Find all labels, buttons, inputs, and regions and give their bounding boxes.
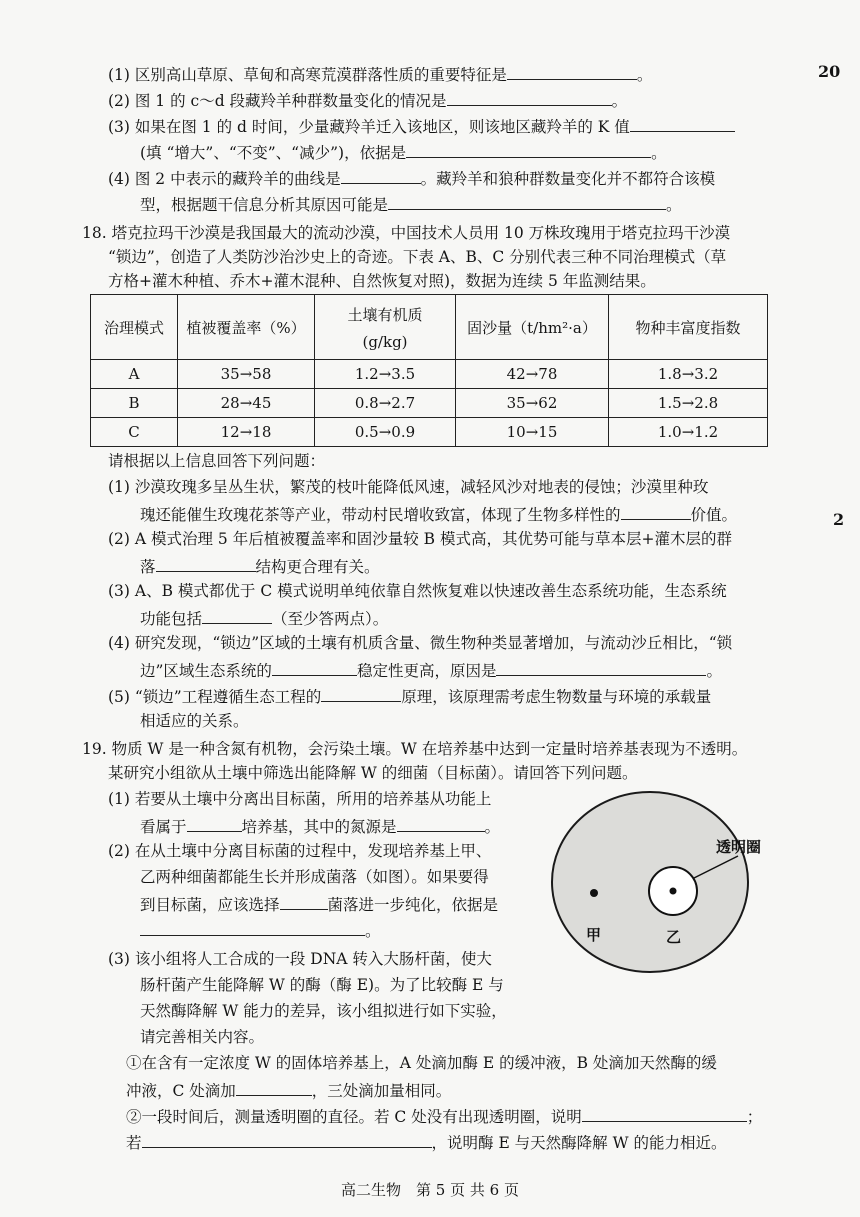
answer-blank[interactable]: [236, 1078, 312, 1096]
q17-part1-text: (1) 区别高山草原、草甸和高寒荒漠群落性质的重要特征是: [108, 66, 507, 84]
q19-sub3-step2-line2: [126, 1130, 726, 1154]
table-cell: 1.8→3.2: [609, 360, 768, 389]
col-header-mode: 治理模式: [91, 295, 178, 360]
colony-b: [670, 888, 677, 895]
q18-sub1-text: 瑰还能催生玫瑰花茶等产业，带动村民增收致富，体现了生物多样性的: [140, 506, 621, 524]
answer-blank[interactable]: [621, 502, 691, 520]
margin-page-mark-top: 20: [818, 62, 841, 81]
answer-blank[interactable]: [321, 684, 401, 702]
table-cell: 35→62: [456, 389, 609, 418]
q17-part3-text: (3) 如果在图 1 的 d 时间，少量藏羚羊迁入该地区，则该地区藏羚羊的 K 值: [108, 118, 630, 136]
q17-part3-text2: (填 “增大”、“不变”、“减少”)，依据是: [140, 144, 407, 162]
q17-part4-end: 。: [666, 196, 682, 214]
q19-sub3-step1-line1: ①在含有一定浓度 W 的固体培养基上，A 处滴加酶 E 的缓冲液，B 处滴加天然酶的缓: [126, 1054, 717, 1072]
q18-prompt: 请根据以上信息回答下列问题：: [108, 452, 326, 470]
q17-part3-line1: [108, 114, 735, 138]
answer-blank[interactable]: [272, 658, 357, 676]
q18-sub3-end: （至少答两点）。: [272, 610, 389, 628]
q19-sub2-line1: (2) 在从土壤中分离目标菌的过程中，发现培养基上甲、: [108, 842, 492, 860]
answer-blank[interactable]: [156, 554, 256, 572]
page-footer: 高二生物 第 5 页 共 6 页: [341, 1181, 519, 1199]
q19-sub2-line3: [140, 892, 498, 916]
q18-sub4-text: 边”区域生态系统的: [140, 662, 272, 680]
margin-page-mark-mid: 2: [833, 510, 845, 529]
q18-sub5-line2: 相适应的关系。: [140, 712, 249, 730]
q18-sub3-text: 功能包括: [140, 610, 203, 628]
q19-sub2-end: 。: [365, 922, 381, 940]
q18-sub4-line2: [140, 658, 722, 682]
q19-sub3-step2-end: ；: [746, 1108, 763, 1126]
q17-part2: [108, 88, 627, 112]
q17-part3-end: 。: [651, 144, 667, 162]
q19-intro-line1: 19. 物质 W 是一种含氮有机物，会污染土壤。W 在培养基中达到一定量时培养基表现为不透明。: [82, 740, 748, 758]
col-header-coverage: 植被覆盖率（%）: [178, 295, 315, 360]
table-row: [91, 360, 768, 389]
table-cell: 0.5→0.9: [315, 418, 456, 447]
q18-sub1-end: 价值。: [690, 506, 738, 524]
table-cell: 1.5→2.8: [609, 389, 768, 418]
answer-blank[interactable]: [202, 606, 272, 624]
q19-sub3-step2-line1: [126, 1104, 762, 1128]
q19-sub3-line1: (3) 该小组将人工合成的一段 DNA 转入大肠杆菌，使大: [108, 950, 492, 968]
q19-sub2-rest: 菌落进一步纯化，依据是: [327, 896, 499, 914]
q19-sub1-line1: (1) 若要从土壤中分离出目标菌，所用的培养基从功能上: [108, 790, 492, 808]
table-cell: 42→78: [456, 360, 609, 389]
answer-blank[interactable]: [630, 114, 735, 132]
answer-blank[interactable]: [406, 140, 651, 158]
q19-sub2-text: 到目标菌，应该选择: [140, 896, 280, 914]
q18-sub2-end: 结构更合理有关。: [255, 558, 380, 576]
table-cell: C: [91, 418, 178, 447]
governance-data-table: [90, 294, 768, 447]
q19-sub3-step1-end: ，三处滴加量相同。: [311, 1082, 452, 1100]
q19-sub1-text: 看属于: [140, 818, 187, 836]
q18-sub3-line1: (3) A、B 模式都优于 C 模式说明单纯依靠自然恢复难以快速改善生态系统功能，生态系统: [108, 582, 727, 600]
table-cell: 28→45: [178, 389, 315, 418]
q17-part4-text2: 型，根据题干信息分析其原因可能是: [140, 196, 389, 214]
q19-sub2-line2: 乙两种细菌都能生长并形成菌落（如图）。如果要得: [140, 868, 489, 886]
q18-intro-line2: “锁边”，创造了人类防沙治沙史上的奇迹。下表 A、B、C 分别代表三种不同治理模式（草: [108, 248, 727, 266]
table-cell: 1.2→3.5: [315, 360, 456, 389]
col-header-sand-fixation: 固沙量（t/hm²·a）: [456, 295, 609, 360]
answer-blank[interactable]: [397, 814, 485, 832]
q17-part1-end: 。: [636, 66, 653, 84]
answer-blank[interactable]: [280, 892, 328, 910]
answer-blank[interactable]: [582, 1104, 747, 1122]
q18-sub1-line1: (1) 沙漠玫瑰多呈丛生状，繁茂的枝叶能降低风速，减轻风沙对地表的侵蚀；沙漠里种玫: [108, 478, 709, 496]
q17-part4-line2: [140, 192, 682, 216]
colony-a-label: 甲: [586, 926, 602, 944]
table-row: [91, 389, 768, 418]
table-header-row: [91, 295, 768, 360]
q17-part4-rest: 。藏羚羊和狼种群数量变化并不都符合该模: [420, 170, 716, 188]
q19-sub2-line4: [140, 918, 381, 942]
q18-intro-line1: 18. 塔克拉玛干沙漠是我国最大的流动沙漠，中国技术人员用 10 万株玫瑰用于塔克拉玛干沙漠: [82, 224, 731, 242]
col-header-organic-matter: [315, 295, 456, 360]
q18-sub5-line1: [108, 684, 711, 708]
petri-dish-figure: [548, 786, 780, 976]
answer-blank[interactable]: [341, 166, 421, 184]
q17-part4-line1: [108, 166, 715, 190]
table-cell: B: [91, 389, 178, 418]
answer-blank[interactable]: [507, 62, 637, 80]
answer-blank[interactable]: [388, 192, 666, 210]
q17-part3-line2: [140, 140, 667, 164]
clear-zone-label: 透明圈: [716, 838, 762, 856]
q18-sub5-rest: 原理，该原理需考虑生物数量与环境的承载量: [401, 688, 712, 706]
q17-part1: [108, 62, 652, 86]
q18-sub1-line2: [140, 502, 737, 526]
colony-a: [590, 889, 598, 897]
q17-part2-text: (2) 图 1 的 c～d 段藏羚羊种群数量变化的情况是: [108, 92, 447, 110]
table-cell: 10→15: [456, 418, 609, 447]
q19-sub3-step1-line2: [126, 1078, 451, 1102]
colony-b-label: 乙: [666, 928, 682, 946]
col-header-organic-matter-title: 土壤有机质: [347, 305, 423, 324]
col-header-species-richness: 物种丰富度指数: [609, 295, 768, 360]
answer-blank[interactable]: [142, 1130, 432, 1148]
table-row: [91, 418, 768, 447]
q19-sub3-step1-text: 冲液，C 处滴加: [126, 1082, 236, 1100]
table-cell: 0.8→2.7: [315, 389, 456, 418]
q19-sub3-step2-if: 若: [126, 1134, 142, 1152]
q18-sub3-line2: [140, 606, 388, 630]
table-cell: 1.0→1.2: [609, 418, 768, 447]
q19-sub3-step2-text: ②一段时间后，测量透明圈的直径。若 C 处没有出现透明圈，说明: [126, 1108, 582, 1126]
q19-sub1-mid: 培养基，其中的氮源是: [241, 818, 397, 836]
q18-sub2-line2: [140, 554, 380, 578]
q18-sub5-text: (5) “锁边”工程遵循生态工程的: [108, 688, 322, 706]
q19-sub3-line3: 天然酶降解 W 能力的差异，该小组拟进行如下实验，: [140, 1002, 507, 1020]
q19-sub1-end: 。: [484, 818, 501, 836]
q19-sub3-line2: 肠杆菌产生能降解 W 的酶（酶 E)。为了比较酶 E 与: [140, 976, 504, 994]
answer-blank[interactable]: [496, 658, 706, 676]
answer-blank[interactable]: [187, 814, 242, 832]
q18-sub2-line1: (2) A 模式治理 5 年后植被覆盖率和固沙量较 B 模式高，其优势可能与草本层+灌木层的群: [108, 530, 732, 548]
answer-blank[interactable]: [447, 88, 612, 106]
q18-sub4-end: 。: [706, 662, 722, 680]
q18-sub4-line1: (4) 研究发现，“锁边”区域的土壤有机质含量、微生物种类显著增加，与流动沙丘相比，“锁: [108, 634, 733, 652]
q19-sub3-line4: 请完善相关内容。: [140, 1028, 265, 1046]
q18-intro-line3: 方格+灌木种植、乔木+灌木混种、自然恢复对照)，数据为连续 5 年监测结果。: [108, 272, 656, 290]
table-cell: 35→58: [178, 360, 315, 389]
q18-sub4-mid: 稳定性更高，原因是: [356, 662, 497, 680]
col-header-organic-matter-unit: (g/kg): [362, 332, 408, 351]
q17-part4-text: (4) 图 2 中表示的藏羚羊的曲线是: [108, 170, 341, 188]
table-cell: 12→18: [178, 418, 315, 447]
q19-sub1-line2: [140, 814, 500, 838]
q18-sub2-text: 落: [140, 558, 156, 576]
q19-intro-line2: 某研究小组欲从土壤中筛选出能降解 W 的细菌（目标菌）。请回答下列问题。: [108, 764, 638, 782]
q19-sub3-step2-tail: ，说明酶 E 与天然酶降解 W 的能力相近。: [431, 1134, 727, 1152]
table-cell: A: [91, 360, 178, 389]
answer-blank[interactable]: [140, 918, 365, 936]
q17-part2-end: 。: [611, 92, 628, 110]
